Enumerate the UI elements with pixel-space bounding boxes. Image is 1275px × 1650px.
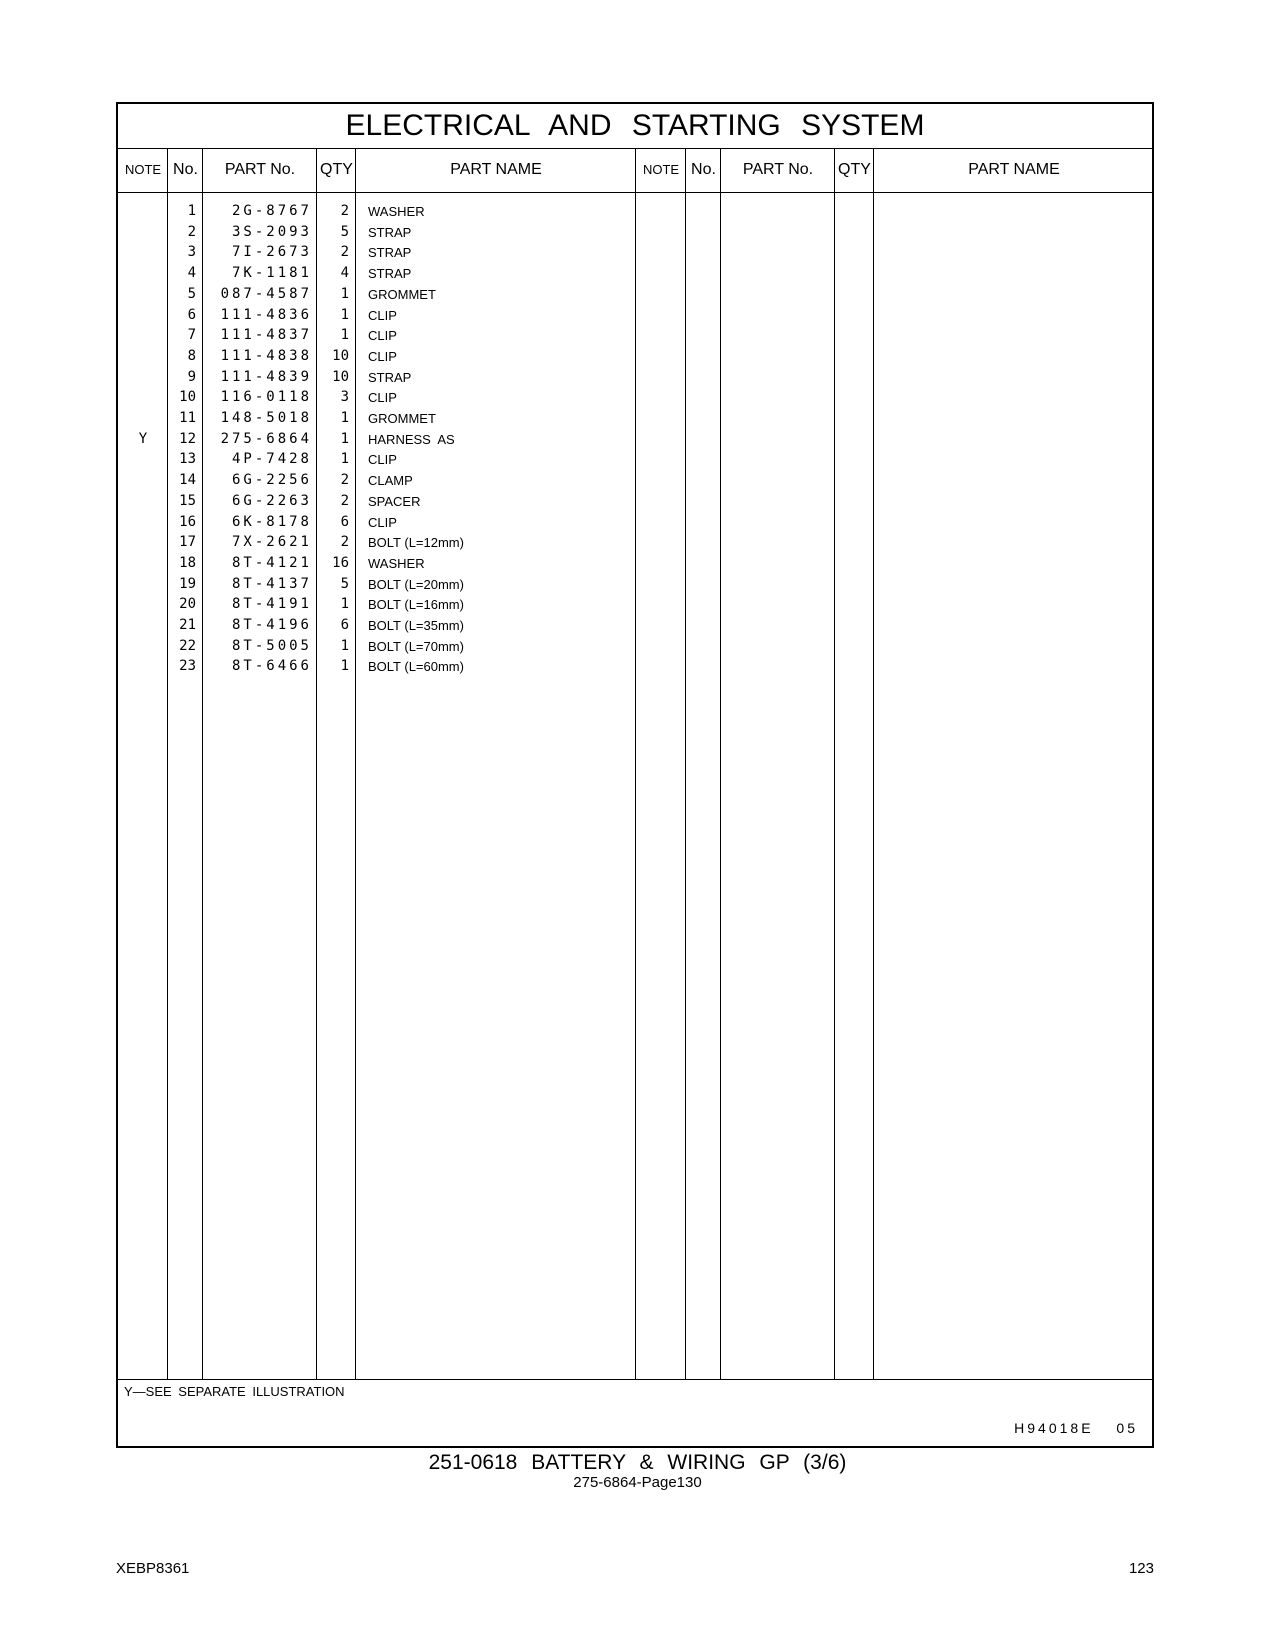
- row-number: 11: [179, 410, 196, 426]
- table-row: [118, 512, 635, 533]
- quantity: 3: [340, 389, 349, 406]
- page-reference: 275-6864-Page130: [573, 1474, 702, 1491]
- row-number: 14: [179, 472, 196, 489]
- parts-table-frame: [116, 102, 1154, 1448]
- part-name: GROMMET: [368, 286, 436, 302]
- row-number: 12: [179, 430, 196, 447]
- header-note-right: NOTE: [642, 162, 680, 177]
- quantity: 1: [340, 658, 349, 675]
- part-number: 7X-2621: [231, 534, 312, 551]
- quantity: 16: [332, 554, 349, 571]
- part-number: 111-4836: [220, 306, 312, 323]
- part-name: BOLT (L=16mm): [368, 597, 464, 613]
- header-part-no-left: PART No.: [224, 161, 296, 178]
- quantity: 5: [340, 575, 349, 592]
- quantity: 1: [340, 327, 349, 344]
- part-name: WASHER: [368, 555, 425, 571]
- part-name: CLIP: [368, 307, 397, 323]
- header-part-no-right: PART No.: [742, 161, 814, 178]
- quantity: 1: [340, 451, 349, 468]
- part-number: 8T-6466: [231, 658, 312, 675]
- row-number: 13: [179, 451, 196, 468]
- part-name: SPACER: [368, 493, 421, 509]
- row-number: 22: [179, 637, 196, 654]
- quantity: 2: [340, 534, 349, 551]
- part-name: BOLT (L=70mm): [368, 638, 464, 654]
- part-number: 148-5018: [220, 410, 312, 426]
- row-number: 4: [187, 265, 196, 282]
- row-number: 7: [187, 327, 196, 344]
- part-number: 8T-5005: [231, 637, 312, 654]
- table-row: [118, 222, 635, 243]
- quantity: 1: [340, 306, 349, 323]
- quantity: 2: [340, 203, 349, 219]
- row-number: 6: [187, 306, 196, 323]
- header-part-name-left: PART NAME: [450, 161, 542, 178]
- quantity: 10: [332, 368, 349, 385]
- table-row: [118, 346, 635, 367]
- part-name: WASHER: [368, 204, 425, 219]
- table-row: [118, 574, 635, 595]
- row-number: 3: [187, 244, 196, 261]
- table-row: [118, 615, 635, 636]
- part-number: 111-4837: [220, 327, 312, 344]
- part-number: 111-4839: [220, 368, 312, 385]
- part-number: 8T-4137: [231, 575, 312, 592]
- part-name: STRAP: [368, 369, 412, 385]
- row-number: 19: [179, 575, 196, 592]
- page-number: 123: [1128, 1560, 1154, 1577]
- quantity: 5: [340, 223, 349, 240]
- table-row: [118, 470, 635, 491]
- quantity: 1: [340, 430, 349, 447]
- section-title: ELECTRICAL AND STARTING SYSTEM: [118, 104, 1152, 149]
- part-name: BOLT (L=60mm): [368, 659, 464, 675]
- header-qty-right: QTY: [838, 161, 871, 178]
- quantity: 10: [332, 347, 349, 364]
- table-row: [118, 449, 635, 470]
- row-number: 9: [187, 368, 196, 385]
- part-name: CLAMP: [368, 473, 413, 489]
- row-number: 18: [179, 554, 196, 571]
- row-number: 16: [179, 513, 196, 530]
- row-note: Y: [138, 430, 148, 447]
- table-row: [118, 532, 635, 553]
- row-number: 21: [179, 617, 196, 633]
- document-id: XEBP8361: [116, 1560, 190, 1577]
- table-row: [118, 325, 635, 346]
- quantity: 1: [340, 637, 349, 654]
- group-caption: 251-0618 BATTERY & WIRING GP (3/6): [428, 1451, 847, 1474]
- part-number: 8T-4121: [231, 554, 312, 571]
- parts-list: [118, 192, 1152, 1379]
- row-number: 5: [187, 285, 196, 302]
- header-qty-left: QTY: [320, 161, 353, 178]
- table-row: [118, 594, 635, 615]
- part-name: CLIP: [368, 390, 397, 406]
- table-row: [118, 263, 635, 284]
- row-number: 8: [187, 347, 196, 364]
- quantity: 2: [340, 244, 349, 261]
- part-number: 6G-2263: [231, 492, 312, 509]
- quantity: 1: [340, 410, 349, 426]
- quantity: 6: [340, 513, 349, 530]
- quantity: 6: [340, 617, 349, 633]
- part-number: 4P-7428: [231, 451, 312, 468]
- table-footer: [118, 1379, 1152, 1449]
- part-number: 8T-4196: [231, 617, 312, 633]
- part-number: 275-6864: [220, 430, 312, 447]
- header-no-right: No.: [691, 161, 716, 178]
- header-no-left: No.: [173, 161, 198, 178]
- footnote: Y—SEE SEPARATE ILLUSTRATION: [124, 1384, 345, 1399]
- part-number: 8T-4191: [231, 596, 312, 613]
- table-row: [118, 553, 635, 574]
- table-row: [118, 284, 635, 305]
- part-number: 087-4587: [220, 285, 312, 302]
- part-name: BOLT (L=20mm): [368, 576, 464, 592]
- quantity: 1: [340, 596, 349, 613]
- footer-code: H94018E 05: [1014, 1420, 1138, 1436]
- part-name: CLIP: [368, 328, 397, 344]
- part-number: 7I-2673: [231, 244, 312, 261]
- table-row: [118, 491, 635, 512]
- part-number: 3S-2093: [231, 223, 312, 240]
- part-number: 116-0118: [220, 389, 312, 406]
- table-row: [118, 656, 635, 677]
- table-row: [118, 201, 635, 222]
- row-number: 10: [179, 389, 196, 406]
- part-number: 6G-2256: [231, 472, 312, 489]
- row-number: 2: [187, 223, 196, 240]
- row-number: 17: [179, 534, 196, 551]
- quantity: 1: [340, 285, 349, 302]
- part-number: 111-4838: [220, 347, 312, 364]
- part-number: 6K-8178: [231, 513, 312, 530]
- part-number: 2G-8767: [231, 203, 312, 219]
- quantity: 4: [340, 265, 349, 282]
- row-number: 23: [179, 658, 196, 675]
- part-name: CLIP: [368, 452, 397, 468]
- table-row: [118, 408, 635, 429]
- part-name: STRAP: [368, 224, 412, 240]
- part-name: STRAP: [368, 245, 412, 261]
- part-name: STRAP: [368, 266, 412, 282]
- part-name: HARNESS AS: [368, 431, 455, 447]
- row-number: 20: [179, 596, 196, 613]
- row-number: 1: [187, 203, 196, 219]
- header-part-name-right: PART NAME: [968, 161, 1060, 178]
- quantity: 2: [340, 472, 349, 489]
- table-row: [118, 636, 635, 657]
- table-row: [118, 429, 635, 450]
- quantity: 2: [340, 492, 349, 509]
- row-number: 15: [179, 492, 196, 509]
- part-name: CLIP: [368, 348, 397, 364]
- header-note-left: NOTE: [124, 162, 162, 177]
- table-row: [118, 305, 635, 326]
- table-row: [118, 387, 635, 408]
- part-name: BOLT (L=35mm): [368, 618, 464, 633]
- part-name: CLIP: [368, 514, 397, 530]
- table-row: [118, 367, 635, 388]
- part-number: 7K-1181: [231, 265, 312, 282]
- part-name: BOLT (L=12mm): [368, 535, 464, 551]
- part-name: GROMMET: [368, 411, 436, 426]
- table-row: [118, 242, 635, 263]
